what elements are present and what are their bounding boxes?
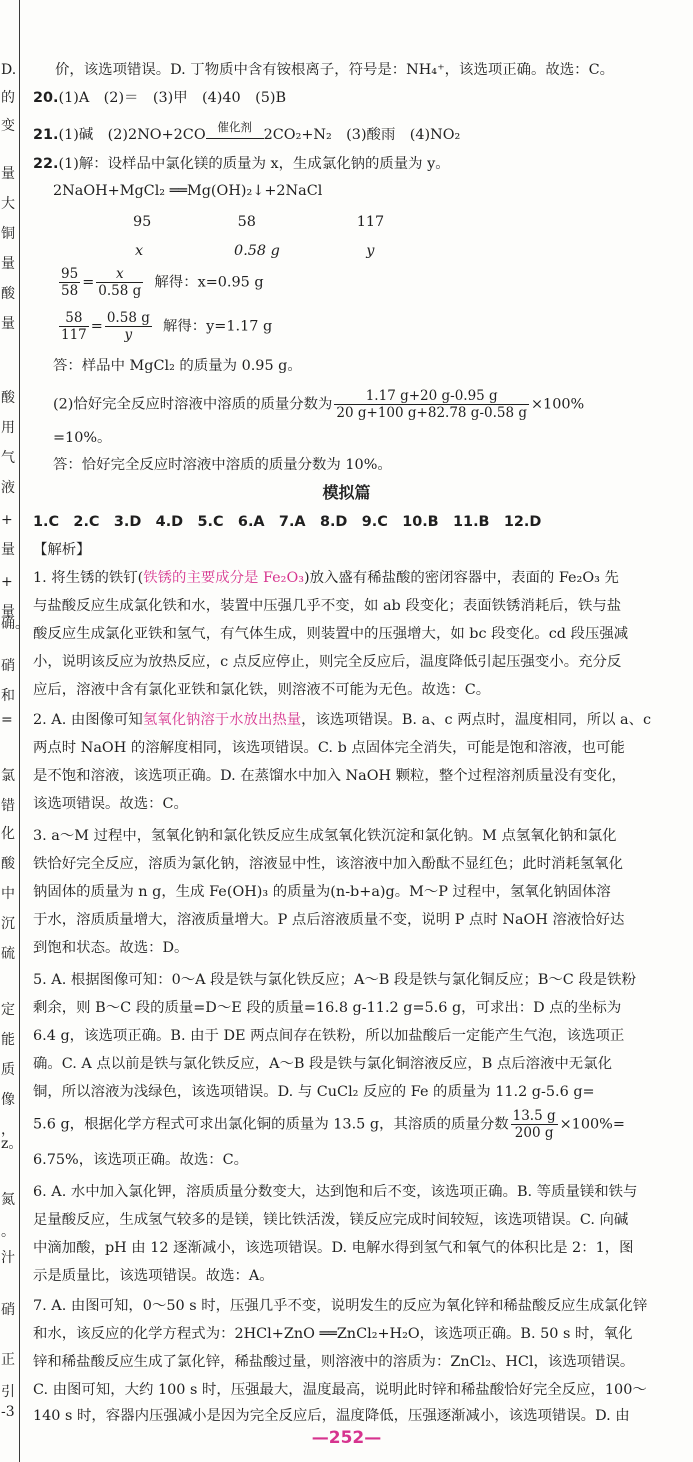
text-line: 钠固体的质量为 n g，生成 Fe(OH)₃ 的质量为(n-b+a)g。M～P 过程中，氢氧化钠固体溶 [33, 884, 611, 900]
fraction: $\frac{58}{117}$ [61, 310, 87, 343]
fraction: $\frac{0.58 g}{y}$ [106, 310, 150, 343]
margin-char: 。 [1, 1224, 15, 1240]
equation-vars: x 0.58 g y [135, 243, 375, 259]
mass-fraction-line: (2)恰好完全反应时溶液中溶质的质量分数为 $\frac{1.17 g+20 g-0.95 g}{20 g+100 g+82.78 g-0.58 g}$ ×100% [53, 388, 585, 421]
text-line: C. 由图可知，大约 100 s 时，压强最大，温度最高，说明此时锌和稀盐酸恰好完全反应，100～ [33, 1382, 647, 1398]
text-line: 价，该选项错误。D. 丁物质中含有铵根离子，符号是：NH₄⁺，该选项正确。故选：C。 [55, 62, 614, 78]
text-line: 1. 将生锈的铁钉(铁锈的主要成分是 Fe₂O₃)放入盛有稀盐酸的密闭容器中，表面的 Fe₂O₃ 先 [33, 570, 619, 586]
margin-char: 硝 [1, 658, 15, 674]
text-line: 中滴加酸，pH 由 12 逐渐减小，该选项错误。D. 电解水得到氢气和氧气的体积比是 2：1，图 [33, 1240, 634, 1256]
text-line: 7. A. 由图可知，0～50 s 时，压强几乎不变，说明发生的反应为氧化锌和稀盐酸反应生成氯化锌 [33, 1298, 648, 1314]
margin-char: 大 [1, 196, 15, 212]
text-line: 6. A. 水中加入氯化钾，溶质质量分数变大，达到饱和后不变，该选项正确。B. 等质量镁和铁与 [33, 1184, 638, 1200]
margin-char: z。 [1, 1136, 23, 1152]
text-line: 酸反应生成氯化亚铁和氢气，有气体生成，则装置中的压强增大，如 bc 段变化。cd 段压强减 [33, 626, 629, 642]
text-line: 于水，溶质质量增大，溶液质量增大。P 点后溶液质量不变，说明 P 点时 NaOH 溶液恰好达 [33, 912, 625, 928]
margin-char: 量 [1, 316, 15, 332]
margin-char: 硝 [1, 1302, 15, 1318]
margin-char: 酸 [1, 390, 15, 406]
text-line: 答：恰好完全反应时溶液中溶质的质量分数为 10%。 [53, 457, 392, 473]
text-line: 铁恰好完全反应，溶质为氯化钠，溶液显中性，该溶液中加入酚酞不显红色；此时消耗氢氧化 [33, 856, 624, 872]
highlight: 氢氧化钠溶于水放出热量 [142, 712, 302, 728]
margin-char: 量 [1, 256, 15, 272]
margin-char: 质 [1, 1062, 15, 1078]
left-margin-strip [0, 0, 29, 1462]
question-number: 21. [33, 127, 59, 143]
answer-20 [33, 88, 286, 108]
text-line: 锌和稀盐酸反应生成了氯化锌，稀盐酸过量，则溶液中的溶质为：ZnCl₂、HCl，该选项错误。 [33, 1354, 635, 1370]
proportion-2: $\frac{58}{117}$ = $\frac{0.58 g}{y}$ 解得：y=1.17 g [61, 310, 273, 343]
margin-char: 量 [1, 166, 15, 182]
page-number: —252— [311, 1428, 382, 1448]
text-line: 5. A. 根据图像可知：0～A 段是铁与氯化铁反应；A～B 段是铁与氯化铜反应；B～C 段是铁粉 [33, 972, 636, 988]
answer-text: (1)解：设样品中氯化镁的质量为 x，生成氯化钠的质量为 y。 [58, 156, 450, 172]
margin-char: 变 [1, 118, 15, 134]
catalyst-label: 催化剂 [217, 120, 252, 134]
fraction: $\frac{95}{58}$ [61, 266, 79, 299]
text-line: 5.6 g，根据化学方程式可求出氯化铜的质量为 13.5 g，其溶质的质量分数 $\frac{13.5 g}{200 g}$ ×100%= [33, 1108, 625, 1141]
highlight: 铁锈的主要成分是 Fe₂O₃ [143, 570, 305, 586]
text-line: 铜，所以溶液为浅绿色，该选项错误。D. 与 CuCl₂ 反应的 Fe 的质量为 11.2 g-5.6 g= [33, 1084, 595, 1100]
margin-char: 量 [1, 604, 15, 620]
answer-text: 2CO₂+N₂ (3)酸雨 (4)NO₂ [263, 127, 461, 143]
margin-char: 定 [1, 1002, 15, 1018]
margin-char: + [1, 512, 13, 528]
margin-char: 气 [1, 450, 15, 466]
margin-char: 引 [1, 1384, 15, 1400]
answer-22 [33, 154, 450, 174]
text-line: 2. A. 由图像可知氢氧化钠溶于水放出热量，该选项错误。B. a、c 两点时，温度相同，所以 a、c [33, 712, 652, 728]
text-line: 3. a～M 过程中，氢氧化钠和氯化铁反应生成氢氧化铁沉淀和氯化钠。M 点氢氧化钠和氯化 [33, 828, 617, 844]
margin-char: 中 [1, 886, 15, 902]
text-line: 剩余，则 B～C 段的质量=D～E 段的质量=16.8 g-11.2 g=5.6 g，可求出：D 点的坐标为 [33, 1000, 622, 1016]
question-number: 20. [33, 90, 59, 106]
text-line: 该选项错误。故选：C。 [33, 796, 188, 812]
margin-char: 和 [1, 688, 15, 704]
margin-char: ， [1, 1122, 15, 1138]
fraction: $\frac{1.17 g+20 g-0.95 g}{20 g+100 g+82.78 g-0.58 g}$ [336, 388, 527, 421]
text-line: 是不饱和溶液，该选项正确。D. 在蒸馏水中加入 NaOH 颗粒，整个过程溶剂质量没有变化， [33, 768, 626, 784]
margin-char: 确。 [1, 616, 29, 632]
fraction: $\frac{13.5 g}{200 g}$ [512, 1108, 556, 1141]
margin-char: 化 [1, 826, 15, 842]
proportion-1: $\frac{95}{58}$ = $\frac{x}{0.58 g}$ 解得：x=0.95 g [61, 266, 264, 299]
text-line: =10%。 [53, 430, 112, 446]
answer-key: 1.C 2.C 3.D 4.D 5.C 6.A 7.A 8.D 9.C 10.B 11.B 12.D [33, 514, 542, 530]
text-line: 答：样品中 MgCl₂ 的质量为 0.95 g。 [53, 358, 302, 374]
margin-char: 沉 [1, 916, 15, 932]
text-line: 6.75%，该选项正确。故选：C。 [33, 1152, 249, 1168]
margin-char: 量 [1, 542, 15, 558]
margin-char: -3 [1, 1404, 15, 1420]
margin-char: 错 [1, 798, 15, 814]
margin-char: 汁 [1, 1250, 15, 1266]
margin-char: 像 [1, 1092, 15, 1108]
margin-char: 的 [1, 90, 15, 106]
text-line: 两点时 NaOH 的溶解度相同，该选项错误。C. b 点固体完全消失，可能是饱和溶液，也可能 [33, 740, 625, 756]
margin-char: + [1, 574, 13, 590]
margin-char: 用 [1, 420, 15, 436]
fraction: $\frac{x}{0.58 g}$ [98, 266, 142, 299]
answer-text: (1)A (2)＝ (3)甲 (4)40 (5)B [58, 90, 287, 106]
text-line: 6.4 g，该选项正确。B. 由于 DE 两点间存在铁粉，所以加盐酸后一定能产生气泡，该选项正 [33, 1028, 625, 1044]
margin-char: 硫 [1, 946, 15, 962]
margin-char: 正 [1, 1352, 15, 1368]
margin-char: 铜 [1, 226, 15, 242]
margin-char: 氯 [1, 768, 15, 784]
catalyst-arrow [206, 120, 264, 139]
text-line: 示是质量比，该选项错误。故选：A。 [33, 1268, 274, 1284]
text-line: 小，说明该反应为放热反应，c 点反应停止，则完全反应后，温度降低引起压强变小。充分反 [33, 654, 622, 670]
section-title: 模拟篇 [322, 483, 371, 502]
text-line: 确。C. A 点以前是铁与氯化铁反应，A～B 段是铁与氯化铜溶液反应，B 点后溶液中无氯化 [33, 1056, 612, 1072]
margin-char: 能 [1, 1032, 15, 1048]
margin-char: 酸 [1, 286, 15, 302]
margin-char: 酸 [1, 856, 15, 872]
answer-21 [33, 120, 461, 145]
question-number: 22. [33, 156, 59, 172]
equation: 2NaOH+MgCl₂ ══Mg(OH)₂↓+2NaCl [53, 183, 323, 199]
text-line: 足量酸反应，生成氢气较多的是镁，镁比铁活泼，镁反应完成时间较短，该选项错误。C. 向碱 [33, 1212, 629, 1228]
text-line: 与盐酸反应生成氯化铁和水，装置中压强几乎不变，如 ab 段变化；表面铁锈消耗后，铁与盐 [33, 598, 622, 614]
text-line: 到饱和状态。故选：D。 [33, 940, 189, 956]
margin-char: = [1, 712, 13, 728]
margin-char: 氮 [1, 1192, 15, 1208]
text-line: 140 s 时，容器内压强减小是因为完全反应后，温度降低，压强逐渐减小，该选项错误。D. 由 [33, 1408, 630, 1424]
text-line: 和水，该反应的化学方程式为：2HCl+ZnO ══ZnCl₂+H₂O，该选项正确。B. 50 s 时，氧化 [33, 1326, 633, 1342]
margin-char: 液 [1, 480, 15, 496]
text-line: 应后，溶液中含有氯化亚铁和氯化铁，则溶液不可能为无色。故选：C。 [33, 682, 491, 698]
equation-masses: 95 58 117 [133, 214, 385, 230]
analysis-label: 【解析】 [33, 542, 91, 558]
answer-text: (1)碱 (2)2NO+2CO [58, 127, 206, 143]
margin-char: D. [1, 62, 17, 78]
